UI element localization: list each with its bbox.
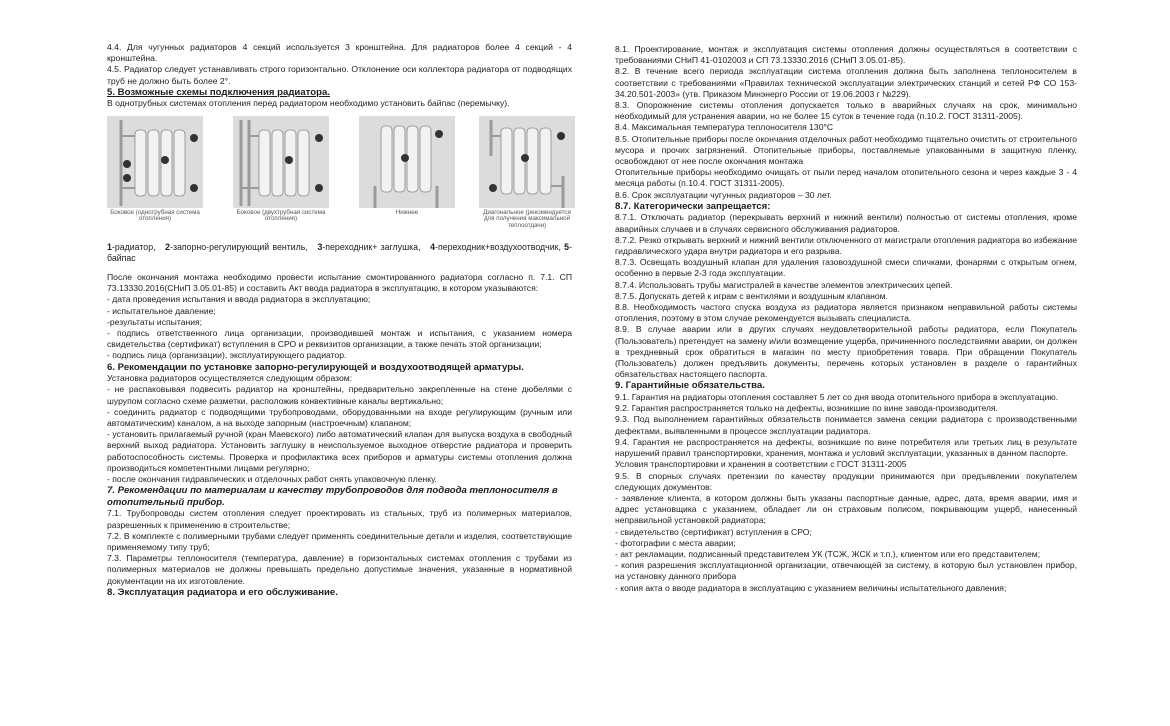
section-5-text: В однотрубных системах отопления перед радиатором необходимо установить байпас (перемычку). — [107, 98, 510, 109]
diagram-diagonal — [479, 116, 575, 230]
section-6-title: 6. Рекомендации по установке запорно-регулирующей и воздухоотводящей арматуры. — [107, 361, 524, 373]
diagram-bottom — [359, 116, 455, 217]
paragraph-9-5: 9.5. В спорных случаях претензии по качеству продукции принимаются при предъявлении покупателем следующих документов: — [615, 470, 1077, 492]
after-install-item: - подпись ответственного лица организации, производившей монтаж и испытания, с указанием номера свидетельства (сертификат) вступления в СРО и реквизитов организации, а также печать этой организации; — [107, 328, 572, 350]
diagram-side-two-pipe — [233, 116, 329, 223]
paragraph-8-7-4: 8.7.4. Использовать трубы магистралей в качестве элементов электрических цепей. — [615, 279, 953, 290]
paragraph-8-2: 8.2. В течение всего периода эксплуатации система отопления должна быть заполнена теплоносителем в соответствии с требованиями «Правилах технической эксплуатации электрических станций и сетей РФ СО 153-34.20.501-2003» (утв. Приказом Минэнерго России от 19.06.2003 г №229). — [615, 66, 1077, 99]
paragraph-9-2: 9.2. Гарантия распространяется только на дефекты, возникшие по вине завода-производителя. — [615, 403, 998, 414]
paragraph-4-4: 4.4. Для чугунных радиаторов 4 секций используется 3 кронштейна. Для радиаторов более 4 секций - 4 кронштейна. — [107, 42, 572, 64]
diagram-legend — [107, 242, 572, 264]
section-9-title: 9. Гарантийные обязательства. — [615, 380, 765, 392]
document-item: - копия разрешения эксплуатационной организации, отвечающей за систему, в которую был установлен прибор, на установку данного прибора — [615, 560, 1077, 582]
paragraph-transport: Условия транспортировки и хранения в соответствии с ГОСТ 31311-2005 — [615, 459, 907, 470]
section-7-line: 7.1. Трубопроводы систем отопления следует проектировать из стальных, труб из полимерных материалов, разрешенных к применению в строительстве; — [107, 508, 572, 530]
legend-num-3: 3 — [317, 241, 323, 252]
diagram-3-caption: Нижнее — [395, 208, 419, 216]
radiator-diagram-3 — [359, 116, 455, 208]
paragraph-9-1: 9.1. Гарантия на радиаторы отопления составляет 5 лет со дня ввода отопительного прибора в эксплуатацию. — [615, 392, 1059, 403]
section-7-title: 7. Рекомендации по материалам и качеству трубопроводов для подвода теплоносителя в отопительный прибор. — [107, 485, 558, 508]
section-7-line: 7.3. Параметры теплоносителя (температура, давление) в горизонтальных системах отопления с трубами из полимерных материалов не должны превышать предельно допустимые значения, указанные в нормативной документации на их изготовление. — [107, 553, 572, 586]
after-install-item: - испытательное давление; — [107, 305, 216, 316]
paragraph-8-9: 8.9. В случае аварии или в других случаях неудовлетворительной работы радиатора, если Покупатель (Пользователь) претендует на замену и/или возмещение ущерба, причиненного последствиями аварии, он должен в трехдневный срок обратиться в магазин по месту приобретения товара. При обращении Покупатель (Пользователь) должен предъявить документы, перечень которых установлен в разделе о гарантийных обязательствах настоящего паспорта. — [615, 324, 1077, 380]
document-item: - свидетельство (сертификат) вступления в СРО; — [615, 526, 812, 537]
diagram-4-caption: Диагональное (рекомендуется для получения максимальной теплоотдачи) — [483, 208, 571, 229]
paragraph-8-8: 8.8. Необходимость частого спуска воздуха из радиатора является признаком неправильной работы системы отопления, поэтому в этом случае рекомендуется вызывать специалиста. — [615, 302, 1077, 324]
document-item: - акт рекламации, подписанный представителем УК (ТСЖ, ЖСК и т.п.), клиентом или его представителем; — [615, 548, 1041, 559]
paragraph-8-5: 8.5. Отопительные приборы после окончания отделочных работ необходимо тщательно очистить от строительного мусора и прочих загрязнений. Отопительные приборы, поставляемые упакованными в защитную пленку, освобождают от нее после окончания монтажа — [615, 133, 1077, 167]
section-6-line: - после окончания гидравлических и отделочных работ снять упаковочную пленку. — [107, 474, 437, 485]
left-column — [107, 42, 572, 598]
legend-text-3: -переходник+ заглушка, — [322, 241, 421, 252]
paragraph-9-4: 9.4. Гарантия не распространяется на дефекты, возникшие по вине потребителя или третьих лиц в результате нарушений правил транспортировки, хранения, монтажа и условий эксплуатации, указанных в данном паспорте. — [615, 436, 1077, 459]
section-8-title: 8. Эксплуатация радиатора и его обслуживание. — [107, 586, 338, 598]
legend-num-2: 2 — [165, 241, 171, 252]
right-column — [615, 44, 1077, 594]
after-install-item: - подпись лица (организации), эксплуатирующего радиатор. — [107, 350, 347, 361]
section-6-line: - соединить радиатор с подводящими трубопроводами, оборудованными на входе регулирующим (ручным или автоматическим) каналом, а на выходе запорным (настроечным) клапаном; — [107, 406, 572, 429]
after-install-paragraph: После окончания монтажа необходимо провести испытание смонтированного радиатора согласно п. 7.1. СП 73.13330.2016(СНиП 3.05.01-85) и составить Акт ввода радиатора в эксплуатацию, в котором указываются: — [107, 272, 572, 294]
paragraph-8-7-3: 8.7.3. Освещать воздушный клапан для удаления газовоздушной смеси спичками, фонарями с открытым огнем, особенно в первые 2-3 года эксплуатации. — [615, 257, 1077, 279]
paragraph-8-6: 8.6. Срок эксплуатации чугунных радиаторов – 30 лет. — [615, 189, 832, 200]
section-6-line: Установка радиаторов осуществляется следующим образом: — [107, 373, 353, 384]
section-6-line: - не распаковывая подвесить радиатор на кронштейны, предварительно закрепленные на стене дюбелями с шурупом согласно схеме разметки, расположив конвективные каналы вертикально; — [107, 384, 572, 406]
radiator-diagram-2 — [233, 116, 329, 208]
diagram-1-caption: Боковое (однотрубная система отопления) — [110, 208, 200, 223]
paragraph-8-1: 8.1. Проектирование, монтаж и эксплуатация системы отопления должны осуществляться в соответствии с требованиями СНиП 41-0102003 и СП 73.13330.2016 (СНиП 3.05.01-85). — [615, 44, 1077, 66]
paragraph-8-7-5: 8.7.5. Допускать детей к играм с вентилями и воздушным клапаном. — [615, 290, 888, 301]
section-8-7-title: 8.7. Категорически запрещается: — [615, 200, 771, 212]
document-item: - фотографии с места аварии; — [615, 537, 736, 548]
radiator-diagram-4 — [479, 116, 575, 208]
radiator-diagram-1 — [107, 116, 203, 208]
paragraph-8-7-1: 8.7.1. Отключать радиатор (перекрывать верхний и нижний вентили) полностью от системы отопления, кроме аварийных случаев и в случаях сервисного обслуживания радиаторов. — [615, 212, 1077, 234]
document-item: - заявление клиента, в котором должны быть указаны паспортные данные, адрес, дата, время аварии, имя и адрес установщика с указанием, обладает ли он страховым полисом, покрывающим ущерб, нанесенный неправильной установкой радиатора; — [615, 492, 1077, 526]
paragraph-8-4: 8.4. Максимальная температура теплоносителя 130°С — [615, 122, 834, 133]
paragraph-8-7-2: 8.7.2. Резко открывать верхний и нижний вентили отключенного от магистрали отопления радиатора во избежание гидравлического удара внутри радиатора и его разрыва. — [615, 234, 1077, 257]
legend-num-1: 1 — [107, 241, 112, 252]
connection-diagrams — [107, 116, 572, 238]
legend-text-2: -запорно-регулирующий вентиль, — [170, 241, 308, 252]
legend-num-5: 5 — [564, 241, 570, 252]
paragraph-8-5-cont: Отопительные приборы необходимо очищать от пыли перед началом отопительного сезона и через каждые 3 - 4 месяца работы (п.10.4. ГОСТ 31311-2005). — [615, 167, 1077, 189]
paragraph-9-3: 9.3. Под выполнением гарантийных обязательств понимается замена секции радиатора с производственными дефектами, выявленными в процессе эксплуатации радиатора. — [615, 414, 1077, 436]
section-6-line: - установить прилагаемый ручной (кран Маевского) либо автоматический клапан для выпуска воздуха в свободный верхний выход радиатора. Установить заглушку в неиспользуемое выходное отверстие радиатора и проверить работоспособность системы. Проверка и профилактика всех приборов и арматуры системы отопления должна производиться компетентными лицами регулярно; — [107, 429, 572, 473]
diagram-2-caption: Боковое (двухтрубная система отопления) — [236, 208, 326, 223]
diagram-side-single-pipe — [107, 116, 203, 223]
legend-text-4: -переходник+воздухоотводчик, — [435, 241, 561, 252]
document-item: - копия акта о вводе радиатора в эксплуатацию с указанием величины испытательного давления; — [615, 582, 1007, 593]
after-install-item: -результаты испытания; — [107, 316, 203, 327]
legend-text-1: -радиатор, — [111, 241, 156, 252]
paragraph-4-5: 4.5. Радиатор следует устанавливать строго горизонтально. Отклонение оси коллектора радиатора от подводящих труб не должно быть более 2°. — [107, 64, 572, 86]
section-5-title: 5. Возможные схемы подключения радиатора. — [107, 86, 330, 98]
legend-text-5: -байпас — [107, 241, 572, 263]
legend-num-4: 4 — [430, 241, 436, 252]
after-install-item: - дата проведения испытания и ввода радиатора в эксплуатацию; — [107, 294, 371, 305]
paragraph-8-3: 8.3. Опорожнение системы отопления допускается только в аварийных случаях на срок, минимально необходимый для устранения аварии, но не более 15 суток в течение года (п.10.2. ГОСТ 31311-2005). — [615, 100, 1077, 122]
section-7-line: 7.2. В комплекте с полимерными трубами следует применять соединительные детали и изделия, соответствующие применяемому типу труб; — [107, 530, 572, 553]
